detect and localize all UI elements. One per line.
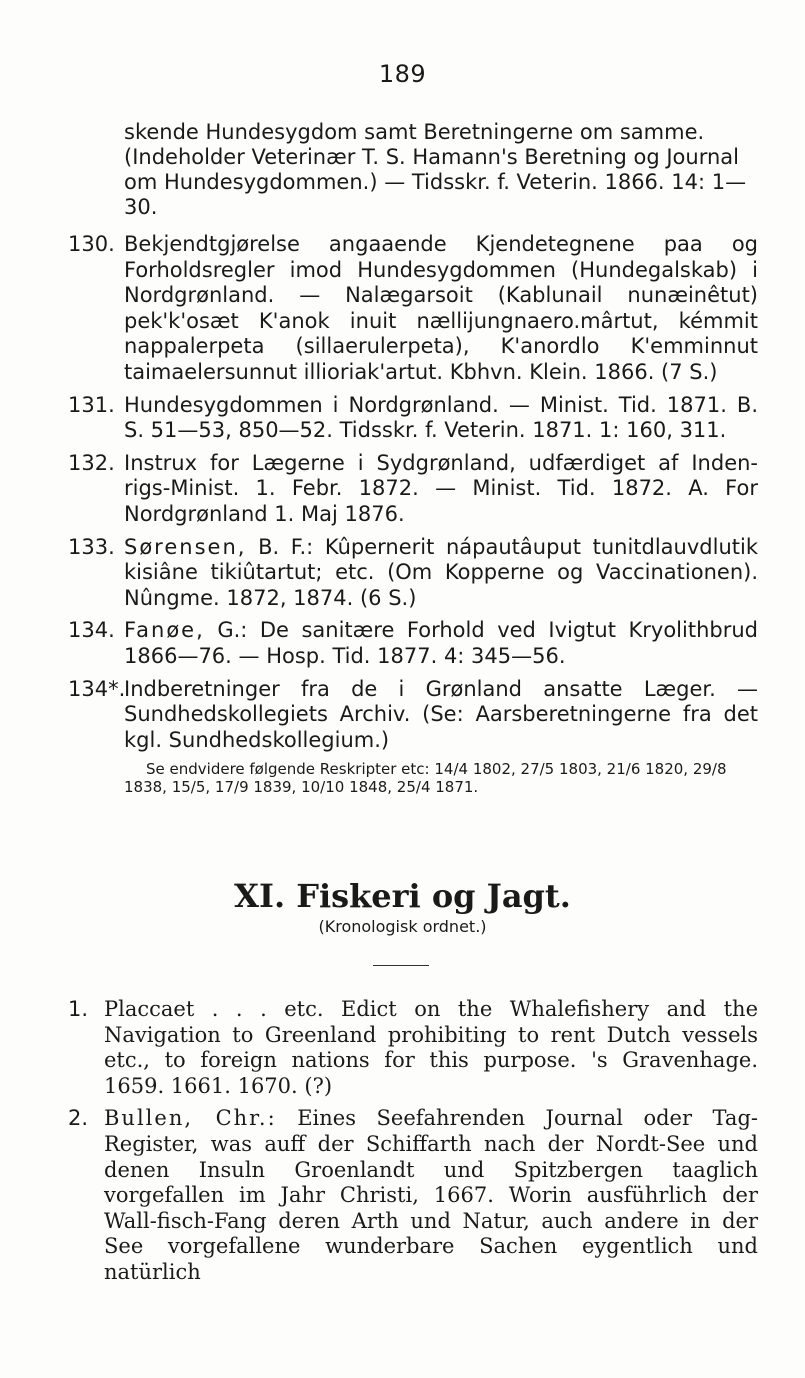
fishery-entry-2 [68,1106,758,1285]
entry-number: 131. [68,392,115,417]
entry-author: Sørensen, [124,534,247,559]
entry-number: 134*. [68,676,126,701]
entry-133 [68,535,758,612]
entry-text: Placcaet . . . etc. Edict on the Whalefishery and the Navigation to Greenland prohibiting to rent Dutch vessels etc., to foreign nations for this purpose. 's Gravenhage. 1659. 1661. 1670. (?) [104,997,758,1098]
entry-author: Fanøe, [124,618,205,643]
entry-text: G.: De sanitære Forhold ved Ivigtut Kryolithbrud 1866—76. — Hosp. Tid. 1877. 4: 345—56. [124,618,758,668]
entry-134-star [68,677,758,754]
entry-text: Instrux for Lægerne i Sydgrønland, udfærdiget af Inden-rigs-Minist. 1. Febr. 1872. — Minist. Tid. 1872. A. For Nordgrønland 1. Maj 1876. [124,450,758,526]
entry-134 [68,618,758,669]
reskript-note: Se endvidere følgende Reskripter etc: 14/4 1802, 27/5 1803, 21/6 1820, 29/8 1838, 15/5, 17/9 1839, 10/10 1848, 25/4 1871. [124,760,727,797]
entry-number: 132. [68,450,115,475]
entry-number: 1. [68,997,89,1021]
entry-author: Bullen, Chr.: [104,1106,277,1131]
entry-text: Hundesygdommen i Nordgrønland. — Minist. Tid. 1871. B. S. 51—53, 850—52. Tidsskr. f. Veterin. 1871. 1: 160, 311. [124,392,758,443]
entry-130 [68,232,758,386]
entry-body [124,618,758,669]
page-number: 189 [378,60,427,88]
continuation-text: skende Hundesygdom samt Beretningerne om samme. (Indeholder Veterinær T. S. Hamann's Beretning og Journal om Hundesygdommen.) — Tidsskr. f. Veterin. 1866. 14: 1—30. [124,120,747,219]
section-title: XI. Fiskeri og Jagt. [234,877,571,915]
continuation-paragraph [124,120,754,220]
entry-text: Bekjendtgjørelse angaaende Kjendetegnene paa og Forholdsregler imod Hundesygdommen (Hundegalskab) i Nordgrønland. — Nalægarsoit (Kablunail nunæinêtut) pek'k'osæt K'anok inuit nællijungnaero.mârtut, kémmit nappalerpeta (sillaerulerpeta), K'anordlo K'emminnut taimaelersunnut illioriak'artut. Kbhvn. Klein. 1866. (7 S.) [124,232,758,384]
entry-body [124,535,758,612]
entry-132 [68,451,758,528]
entry-number: 134. [68,618,115,643]
entry-text: Eines Seefahrenden Journal oder Tag-Register, was auff der Schiffarth nach der Nordt-See und denen Insuln Groenlandt und Spitzbergen taaglich vorgefallen im Jahr Christi, 1667. Worin ausführlich der Wall-fisch-Fang deren Arth und Natur, auch andere in der See vorgefallene wunderbare Sachen eygentlich und natürlich [104,1106,758,1284]
divider [373,965,429,966]
entry-text: B. F.: Kûpernerit nápautâuput tunitdlauvdlutik kisiâne tikiûtartut; etc. (Om Kopperne og Vaccinationen). Nûngme. 1872, 1874. (6 S.) [124,534,758,610]
entry-131 [68,393,758,444]
bibliography-list [68,232,758,796]
section-subtitle: (Kronologisk ordnet.) [318,917,487,936]
fishery-list [68,997,758,1293]
entry-number: 130. [68,232,115,256]
fishery-entry-1 [68,997,758,1099]
entry-number: 133. [68,534,115,559]
entry-body [104,1106,758,1285]
entry-text: Indberetninger fra de i Grønland ansatte Læger. — Sundhedskollegiets Archiv. (Se: Aarsberetningerne fra det kgl. Sundhedskollegium.) [124,676,758,752]
entry-number: 2. [68,1106,89,1131]
